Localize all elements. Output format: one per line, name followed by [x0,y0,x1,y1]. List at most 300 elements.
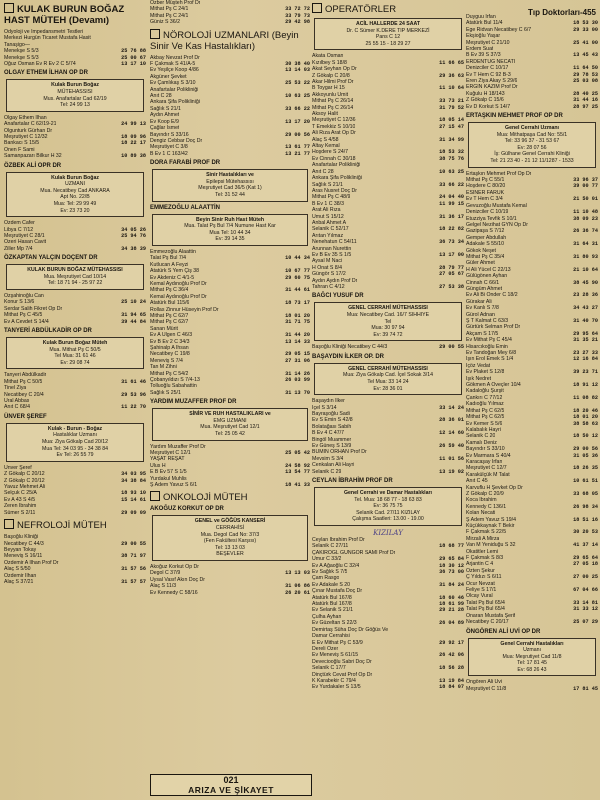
phone-number: 18 84 07 [439,684,464,691]
listing-name: Anıt C 28 [312,168,334,175]
listing-name: Dereli Özer [312,645,339,652]
phone-number: 10 67 77 [285,268,310,275]
listing-name: Ş Adem Yavuz S 6/1 [150,482,198,489]
phone-number: 13 17 00 [439,251,464,258]
listing-row [4,579,146,585]
listing-name: Yardım Muzaffer Prof Dr [150,443,206,450]
ad-line: Çalışma Saatleri: 13.00 - 19.00 [352,516,424,523]
listing-name: Akçam S 17/5 [466,330,499,337]
phone-number: 28 79 77 [439,264,464,271]
listing-name: Hoşdere C 80/20 [466,183,506,190]
phone-number: 18 61 99 [439,601,464,608]
listing-name: Özeri Hasan Cavit [4,239,47,246]
listing-row [312,344,464,350]
listing-name: Zeren İbrahim [4,503,37,510]
phone-number: 34 38 39 [121,245,146,252]
ad-line: SİNİR VE RUH HASTALIKLARI ve [189,411,271,418]
listing-head: DORA FARABİ PROF DR [150,160,221,167]
listing-name: Sağlık S 21/1 [150,105,181,112]
phone-number: 24 99 13 [121,121,146,128]
phone-number: 29 92 17 [439,639,464,646]
listing-name: Sümer S 2/11 [4,509,36,516]
listing-name: Alaç S 11/3 [150,583,177,590]
phone-number: 27 31 06 [285,357,310,364]
listing-name: Meşrutiyet C 3/8 [150,144,188,151]
listing-name: Alaç S 5/50 [4,566,31,573]
phone-number: 18 50 12 [573,433,598,440]
phone-number: 31 33 12 [573,606,598,613]
ad-line: Beyin Sinir Ruh Hast Müteh [195,216,265,223]
ad-line: Ev: 39 14 35 [215,236,245,243]
phone-number: 27 53 38 [439,284,464,290]
section-header-kbb: KULAK BURUN BOĞAZ HAST MÜTEH (Devamı) [4,4,125,26]
listing-name: Van M Yeniduğu S 32 [466,542,516,549]
phone-number: 39 23 71 [573,369,598,376]
phone-number: 31 57 56 [121,566,146,573]
listing-name: ESİNER FARUK [466,189,505,196]
listing-group [312,537,464,691]
ad-line: Hastalıklar Uzmanı [53,432,97,439]
listing-group [4,220,146,252]
listing-name: Ev T Hem C 3/4 [466,196,503,203]
listing-name: Akbay Nevzat Prof Dr [150,54,200,61]
listing-name: Tanyeri Abdülkadir [4,372,47,379]
boxed-advertisement [6,79,144,111]
ad-line: İş: Gülhane Genel Cerrahi Kliniği [494,151,570,158]
ad-line: Mua: Ziya Gökalp Cad. İçel Sokak 3/14 [343,372,433,379]
phone-number: 26 03 99 [285,377,310,383]
listing-name: B Ev 39 S 37/3 [466,52,501,59]
listing-name: E B Ev 57 S 1/5 [150,469,187,476]
ad-line: Mua: 30 97 94 [371,325,405,332]
ad-line: ACİL HALLERDE 24 SAAT [355,21,421,27]
column-4 [466,0,598,800]
ad-line: Ev: 28 07 56 [517,144,547,151]
ad-line: UZMANI [65,181,85,188]
ad-line: Dr. C Sümer K.DERE TIP MERKEZİ [346,27,430,34]
phone-number: 36 73 34 [439,239,464,246]
listing-name: Z Gökalp C 15/6 [466,97,504,104]
phone-number: 18 01 20 [573,414,598,421]
listing-name: Mithat Pş C 62/7 [150,312,189,319]
phone-number: 25 10 24 [121,299,146,306]
listing-name: Ertaşkın Mehmet Prof Op Dr [466,170,532,177]
listing-name: Özdem Cafer [4,220,35,227]
section-header-operatorler: OPERATÖRLER [312,3,464,15]
listing-name: Necatibey C 44/3 [4,540,44,547]
phone-number: 18 22 17 [121,140,146,147]
listing-name: Mirzali A Mirza [466,535,500,542]
listing-name: Ş Adem Yavuz S 19/4 [466,516,516,523]
phone-number: 31 84 24 [439,581,464,588]
phone-number: 18 51 16 [573,516,598,523]
ad-line: Mua: Mithatpaşa Cad No: 55/1 [496,131,568,138]
listing-name: Kadıoğlu Yılmaz [466,401,504,408]
listing-name: Güniz S 36/2 [150,19,180,26]
checkbox-icon [312,3,322,13]
listing-name: Talat Pş Bul 65/4 [466,606,505,613]
boxed-advertisement [468,122,596,168]
listing-name: Mithat Pş C 48/9 [312,194,351,201]
phone-number: 11 08 82 [573,394,598,401]
listing-name: Akgüner Şevket [150,73,187,80]
phone-number: 18 93 10 [121,490,146,497]
ad-line: MÜTEHASSISI [57,89,93,96]
listing-name: Altay Kemal [312,143,340,150]
listing-name: Ziller Mp 7/4 [4,245,33,252]
listing-name: Umur C 33/2 [312,556,342,563]
listing-name: Olgunturk Gürhan Dr [4,127,53,134]
listing-group [312,53,464,290]
listing-name: Tinel Ziya [4,385,27,392]
listing-name: Erdem Suat [466,46,494,53]
listing-name: Küçükkaynak T Bekir [466,523,515,529]
ad-line: Uzmanı [523,647,541,654]
listing-name: Kemal Aydınoğlu Prof Dr [150,280,207,287]
listing-name: Karacaşay İrfan [466,458,503,465]
listing-name: Mithat Pş C 24/1 [150,12,189,19]
phone-number: 29 95 64 [573,330,598,337]
listing-name: Öcur Nevzat [466,580,495,587]
listing-name: Arunnan Nurettin [312,245,352,252]
listing-head: OLGAY ETHEM İLHAN OP DR [4,70,88,77]
listing-name: Ev A 43 S 4/5 [4,496,36,503]
listing-name: Z Gökalp C 20/12 [4,471,45,478]
phone-number: 10 44 34 [285,255,310,262]
phone-number: 13 21 77 [285,150,310,157]
listing-name: Mithat Pş C 24/1 [150,6,189,13]
phone-number: 18 56 28 [439,665,464,672]
listing-row [4,404,146,410]
phone-number: 18 22 82 [439,226,464,233]
phone-number: 26 04 89 [439,620,464,627]
listing-name: Odyoloji ve İmpedansmetri Testleri [4,29,84,35]
phone-number: 12 16 84 [573,356,598,363]
phone-number: 33 14 81 [573,599,598,606]
listing-name: Anbal Ahmet A [312,219,347,226]
listing-name: Ş T Kalmat C 63/3 [466,318,509,324]
listing-name: Ev Meneviş S 61/15 [312,652,359,659]
listing-name: Anafartalar C 62/19-21 [4,121,57,128]
listing-name: Gökmen A Öveçler 10/4 [466,382,521,389]
listing-head: BAĞCI YUSUF DR [312,293,364,300]
section-header-onkoloji: ONKOLOJİ MÜTEH [150,491,310,503]
listing-name: Ev B Ev 2 C 34/3 [150,338,190,345]
ad-line: Tel Mua: 31 61 46 [54,353,96,360]
listing-name: Gelgel Nezihat GYN Op Dr [466,221,528,228]
listing-name: Ulus H [150,462,166,469]
listing-name: Hisarcıkoğlu Emin [466,343,508,350]
footer-number: 021 [223,775,239,785]
listing-row [312,684,464,690]
listing-name: F Çakmak S 41/A-5 [150,61,196,68]
ad-line: Apt No. 22/B [60,194,90,201]
phone-number: 18 53 32 [439,149,464,156]
listing-name: Özber Müşteh Prof Dr [150,0,201,6]
phone-number: 24 04 40 [439,194,464,201]
phone-number: 13 19 02 [439,468,464,475]
listing-name: Ev Kemer S 5/6 [466,420,503,427]
listing-name: Dengiz Cebbar Doç Dr [150,137,203,144]
boxed-advertisement [152,408,308,440]
boxed-advertisement [468,638,596,677]
listing-group [150,249,310,396]
listing-name: Ev B Ev 35 S 1/5 [312,251,352,258]
listing-group [150,564,310,596]
listing-group [4,372,146,410]
listing-name: Ali Rıza Arat Op Dr [312,130,356,137]
phone-number: 18 30 12 [439,562,464,569]
listing-name: Atatürk Bul 115/6 [150,300,190,307]
listing-name: Yurdakul Muhlis [150,475,187,482]
phone-number: 25 03 08 [573,78,598,85]
listing-name: Degol C 37/9 [150,570,181,577]
ad-line: Tel: 13 13 03 [215,544,245,551]
listing-name: Başoğlu Kliniği [4,534,39,541]
listing-name: Ev A Ülgen C 46/3 [150,332,193,339]
boxed-advertisement [314,18,462,50]
listing-name: Mithat Pş C 62/7 [150,319,189,326]
phone-number: 29 00 55 [121,540,146,547]
listing-name: Feliye S 17/1 [466,587,497,594]
listing-name: K Karabekir C 79/4 [312,677,356,684]
boxed-advertisement [152,515,308,561]
listing-name: Alaç S 37/21 [4,578,34,585]
listing-name: Gökok Neşet [466,247,496,254]
listing-name: İşık Nedret [466,375,492,382]
listing-name: Meneviş S 16/11 [4,553,43,560]
ad-line: Sinir Hastalıkları ve [206,172,254,179]
listing-name: Yavuz Mehmet Ali [4,484,46,491]
phone-number: 25 76 88 [121,48,146,55]
listing-name: Bayraşoğlu Sadi [312,410,350,417]
phone-number: 38 71 97 [121,553,146,560]
listing-name: Çınar Mustafa Doç Dr [312,588,363,595]
ad-line: CERRAHİSİ [215,525,245,532]
phone-number: 25 41 00 [573,39,598,46]
phone-number: 28 36 01 [439,417,464,424]
phone-number: 27 15 47 [439,123,464,130]
listing-name: Kennedy C 136/1 [466,503,507,510]
phone-number: 33 66 22 [439,181,464,188]
listing-row [150,482,310,488]
listing-name: Meşrutiyet C 12/1 [150,450,191,456]
listing-name: Karvuflu H Şevket Op Dr [466,484,523,491]
listing-row [4,61,146,67]
listing-name: Selçuk C 25/A [4,490,37,497]
listing-name: Ev Selanik S 21/1 [312,607,353,614]
listing-group [312,344,464,350]
ad-line: Kulak Burun Boğaz Müteh [42,340,108,347]
listing-name: Anıt C 28 [150,93,172,100]
listing-name: Arjantin C 4 [466,561,494,568]
phone-number: 33 79 73 [285,12,310,19]
listing-name: Aydın Ahmet [150,112,180,119]
phone-number: 18 91 12 [573,382,598,389]
listing-row [312,284,464,290]
listing-name: Gürakar Ali [466,298,492,305]
phone-number: 11 01 56 [439,455,464,462]
listing-name: Güler Ahmet [466,260,495,267]
phone-number: 33 68 05 [573,490,598,497]
listing-group [150,444,310,489]
ad-line: Tel: 21 23 40 - 21 12 11/1287 - 1533 [490,158,574,165]
phone-number: 67 04 66 [573,587,598,594]
listing-name: Ünver Şeref [4,464,32,471]
phone-number: 31 44 16 [573,97,598,104]
phone-number: 31 06 86 [285,583,310,590]
phone-number: 31 80 93 [573,253,598,260]
listing-name: Z Gökalp C 20/12 [4,477,45,484]
listing-name: Bankacı S 15/5 [4,140,40,147]
phone-number: 31 44 20 [285,332,310,339]
phone-number: 38 09 23 [573,215,598,222]
ad-line: Ev: 68 26 43 [517,666,547,673]
phone-number: 18 41 33 [285,482,310,489]
listing-name: Ev Ali Bi Onder C 18/2 [466,292,518,299]
listing-name: Bayındır S 33/16 [150,131,189,138]
listing-name: Atatürk Bul 167/8 [312,594,352,601]
phone-number: 30 38 40 [285,61,310,68]
phone-number: 31 79 52 [439,104,464,111]
listing-name: Libya C 7/12 [4,226,34,233]
phone-number: 25 00 67 [121,54,146,61]
phone-number: 21 50 01 [573,196,598,203]
listing-name: Tanaşigo— [4,41,30,48]
listing-head: BAŞAYDIN İLKER OP. DR [312,353,385,360]
phone-number: 31 64 31 [573,241,598,248]
listing-row [466,619,598,625]
listing-name: Oğuz Osman Ev R Ev 2 C 5/74 [4,61,76,68]
listing-name: Rollas Zinnur Hüseyin Prof Dr [150,306,219,313]
listing-name: Atatürk Bul 167/8 [312,601,352,608]
listing-name: B Ev 1 C 163/42 [150,150,188,157]
listing-name: Menekşe S 5/3 [4,54,39,61]
phone-number: 31 14 26 [285,370,310,377]
listing-name: Kolan Necati [466,510,496,517]
listing-group [4,293,146,325]
listing-name: Akat Seyhan Op Dr [312,66,357,73]
listing-name: Güngör S 17/2 [312,271,346,278]
ad-line: Selanik Cad. 27/11 KIZILAY [356,509,420,516]
listing-name: Uysal Vasıf Akın Doç Dr [150,576,205,583]
phone-number: 31 57 57 [121,578,146,585]
listing-name: Sanan Mürit [150,325,178,332]
listing-row [150,590,310,596]
listing-name: Talat Pş Bul 65/4 [466,599,505,606]
ad-line: Mua. Necatibey Cad ANKARA [40,187,110,194]
phone-number: 13 54 77 [285,469,310,476]
listing-name: Gürol Adnan [466,311,495,318]
listing-name: Tan M Zihni [150,364,177,371]
listing-name: Ev Koop E/9 [150,118,179,125]
listing-name: Karakülçük M Talat [466,471,510,478]
listing-name: Çulha Ayhan [312,613,342,620]
listing-name: Meşrutiyet C 12/36 [312,117,356,124]
listing-name: Etuzziya Tevfik S 10/1 [466,215,517,222]
listing-name: H Onat S 8/4 [312,264,342,271]
page-title: Tıp Doktorları-455 [527,8,596,17]
phone-number: 31 94 65 [121,312,146,319]
listing-name: Olgay Ethem İlhan [4,114,47,121]
listing-name: Anafartalar Polikliniği [312,162,361,169]
phone-number: 11 22 70 [121,404,146,411]
listing-name: Mithat Pş C 54/2 [150,370,189,377]
listing-name: Ev Kanlı S 7/8 [466,305,499,312]
listing-name: Ural Abbas [4,398,30,405]
phone-number: 18 26 35 [573,465,598,472]
listing-name: Aras Nusret Doç Dr [312,187,357,194]
boxed-advertisement [314,302,462,341]
phone-number: 18 53 30 [573,20,598,27]
listing-group [150,55,310,158]
boxed-advertisement [6,264,144,290]
phone-number: 18 73 17 [285,300,310,307]
phone-number: 25 94 76 [121,233,146,240]
listing-name: ERDENTUĞ NECATİ [466,58,516,65]
phone-number: 27 05 18 [573,561,598,568]
phone-number: 10 63 25 [439,168,464,175]
phone-number: 29 65 64 [573,555,598,562]
listing-name: Aksoy Halit [312,111,338,118]
phone-number: 17 81 45 [573,685,598,692]
listing-name: Başoğlu Kliniği Necatibey C 44/3 [312,344,388,351]
listing-name: Gazipaşa S 7/12 [466,228,505,235]
listing-name: Meşrutiyet C 12/32 [4,134,48,141]
listing-name: Dinçtürk Cevat Prof Op Dr [312,671,373,678]
listing-name: T Emekkiz S 10/10 [312,123,356,130]
listing-name: Serdar Salih Fikret Op Dr [4,305,63,312]
phone-number: 31 34 99 [439,136,464,143]
listing-name: YAŞAT REŞAT [150,456,185,463]
listing-name: Gürtürk Selman Prof Dr [466,324,521,331]
listing-name: Necatibey C 19/8 [150,351,190,358]
listing-name: Ev T Hem C 92 B-3 [466,71,511,78]
ad-line: Meşrutiyet Cad 36/5 (Kat 1) [198,185,262,192]
listing-name: Ankara Şifa Polikliniği [312,175,362,182]
phone-number: 31 05 36 [573,452,598,459]
phone-number: 34 38 84 [121,477,146,484]
listing-name: Demirtaş Süha Doç Dr Göğüs Ve [312,626,389,633]
ad-line: GENEL ve GÖĞÜS KANSERİ [194,518,266,525]
listing-name: Adakale S 55/10 [466,241,505,248]
listing-name: Meşrutiyet C 12/7 [466,465,507,472]
checkbox-icon [4,519,14,529]
listing-name: Ev Kennedy C 58/16 [150,589,198,596]
listing-head: EMMEZOĞLU ALAATTİN [150,204,220,211]
listing-name: Meşrutiyet C 28/1 [4,233,45,240]
phone-number: 31 61 46 [121,378,146,385]
ad-line: GENEL CERRAHİ MÜTEHASSISI [348,365,428,372]
boxed-advertisement [314,363,462,395]
checkbox-icon [150,29,160,39]
listing-name: Bolatağası Sabih [312,423,352,430]
phone-number: 13 17 10 [121,61,146,68]
listing-head: ÖZKAPTAN YALÇIN DOÇENT DR [4,255,98,262]
phone-number: 13 45 43 [573,52,598,59]
listing-name: Mithat Pş C 62/5 [466,414,505,421]
listing-row [466,686,598,692]
listing-name: Eren Ziya Akay S 29/6 [466,78,518,85]
listing-name: Ev Adakale S 20 [312,581,351,588]
listing-name: Anıt C 68/4 [4,404,30,411]
phone-number: 18 68 77 [439,543,464,550]
listing-name: Gemper Abdullah [466,234,507,241]
phone-number: 29 60 75 [285,274,310,281]
phone-number: 31 35 21 [573,337,598,344]
listing-name: B Toygar H 15 [312,85,345,92]
ad-line: Ev: 23 73 20 [60,207,90,214]
